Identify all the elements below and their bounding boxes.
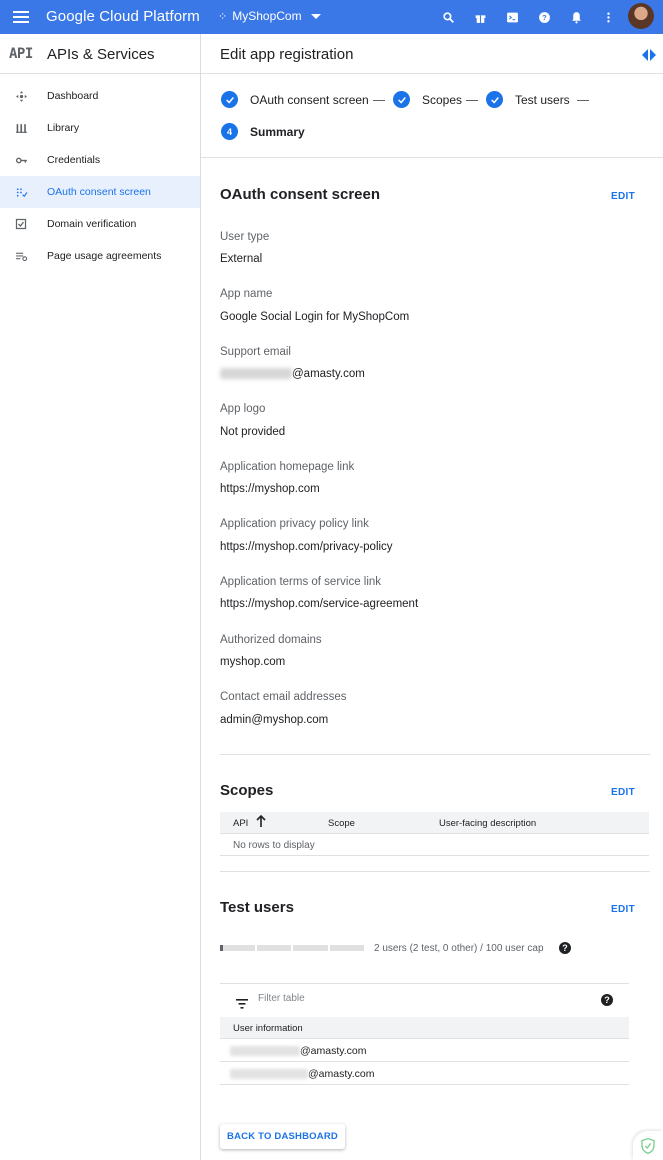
check-circle-icon [393,91,410,108]
field-label: App name [220,288,273,300]
step-connector [373,100,385,101]
step-scopes[interactable] [393,91,462,108]
sidebar-item-library[interactable] [0,112,200,144]
field-value: https://myshop.com/service-agreement [220,598,419,610]
field-label: App logo [220,403,266,415]
check-circle-icon [221,91,238,108]
section-title-test-users: Test users [220,899,294,916]
user-cap-text: 2 users (2 test, 0 other) / 100 user cap [374,943,544,954]
edit-oauth-button[interactable]: EDIT [611,191,635,202]
page-header [201,34,663,74]
field-value: myshop.com [220,656,286,668]
empty-message: No rows to display [233,840,315,851]
field-value: https://myshop.com [220,483,320,495]
checkbox-icon [14,217,28,231]
redacted-text [230,1046,300,1056]
sidebar-item-credentials[interactable] [0,144,200,176]
sidebar-header [0,34,200,74]
scopes-table [220,812,649,856]
field-label: Support email [220,346,291,358]
help-icon[interactable]: ? [559,942,571,954]
dashboard-icon [14,89,28,103]
step-summary[interactable] [221,123,305,140]
empty-row [220,834,649,856]
field-value: Google Social Login for MyShopCom [220,311,410,323]
user-cap-progress [220,945,364,951]
sidebar-item-dashboard[interactable] [0,80,200,112]
svg-text:?: ? [541,12,547,22]
field-label: Application terms of service link [220,576,382,588]
shield-check-icon[interactable] [633,1131,663,1160]
sidebar-item-page-usage-agreements[interactable] [0,240,200,272]
section-title-oauth: OAuth consent screen [220,186,381,203]
edit-test-users-button[interactable]: EDIT [611,904,635,915]
table-header [220,812,649,834]
library-icon [14,121,28,135]
step-test-users[interactable] [486,91,570,108]
field-value: External [220,253,263,265]
step-number: 4 [221,123,238,140]
column-header-description[interactable]: User-facing description [439,818,537,829]
help-icon[interactable] [535,8,553,26]
collapse-panel-icon[interactable] [642,48,656,60]
key-icon [14,153,28,167]
step-oauth-consent-screen[interactable] [221,91,369,108]
avatar[interactable] [628,3,654,29]
progress-segment [257,945,292,951]
table-header [220,1017,629,1039]
redacted-text [220,368,292,379]
project-name: MyShopCom [232,9,302,23]
top-app-bar [0,0,663,34]
project-icon: ⁘ [218,10,228,23]
sidebar-item-oauth-consent-screen[interactable] [0,176,200,208]
gift-icon[interactable] [471,8,489,26]
divider [220,871,650,872]
sidebar [0,34,201,1160]
field-label: Application homepage link [220,461,355,473]
cloud-shell-icon[interactable] [503,8,521,26]
field-value: @amasty.com [292,368,365,380]
sidebar-item-label: Page usage agreements [47,250,162,262]
step-label: Scopes [422,92,463,107]
field-label: Authorized domains [220,634,322,646]
user-email [230,1068,374,1080]
field-value: admin@myshop.com [220,714,329,726]
consent-icon [14,185,28,199]
sidebar-item-label: Credentials [47,154,101,166]
column-header-scope[interactable]: Scope [328,818,355,829]
sidebar-item-domain-verification[interactable] [0,208,200,240]
sidebar-title: APIs & Services [47,46,155,63]
sidebar-item-label: OAuth consent screen [47,186,151,198]
filter-icon[interactable] [236,996,248,1006]
sidebar-item-label: Domain verification [47,218,137,230]
field-value: https://myshop.com/privacy-policy [220,541,393,553]
filter-bar [220,983,629,1017]
filter-input[interactable] [258,993,578,1004]
step-label: Summary [250,124,305,139]
support-email-value [220,368,365,380]
edit-scopes-button[interactable]: EDIT [611,787,635,798]
step-connector [466,100,478,101]
settings-list-icon [14,249,28,263]
step-label: Test users [515,92,570,107]
redacted-text [230,1069,308,1079]
api-logo: API [9,46,33,62]
search-icon[interactable] [439,8,457,26]
progress-segment [330,945,365,951]
section-title-scopes: Scopes [220,782,274,799]
user-email-domain: @amasty.com [300,1045,367,1057]
progress-segment [293,945,328,951]
chevron-down-icon [311,14,321,19]
column-header-user-information[interactable]: User information [233,1023,303,1034]
stepper [201,74,663,158]
arrow-up-icon[interactable] [256,815,266,830]
check-circle-icon [486,91,503,108]
table-row [220,1039,629,1062]
sidebar-item-label: Library [47,122,80,134]
project-selector[interactable] [218,9,321,23]
menu-icon[interactable] [12,8,30,26]
page-title: Edit app registration [220,46,354,63]
field-value: Not provided [220,426,286,438]
field-label: Contact email addresses [220,691,347,703]
sidebar-item-label: Dashboard [47,90,99,102]
notifications-icon[interactable] [567,8,585,26]
user-email [230,1045,366,1057]
test-users-table [220,983,629,1085]
help-icon[interactable]: ? [601,994,613,1006]
column-header-api[interactable]: API [233,818,249,829]
progress-segment [220,945,255,951]
divider [220,754,650,755]
product-name[interactable]: Google Cloud Platform [46,8,200,25]
more-vert-icon[interactable] [599,8,617,26]
field-label: Application privacy policy link [220,518,369,530]
table-row [220,1062,629,1085]
field-label: User type [220,231,270,243]
user-email-domain: @amasty.com [308,1068,375,1080]
back-to-dashboard-button[interactable]: BACK TO DASHBOARD [220,1124,345,1149]
step-connector [577,100,589,101]
step-label: OAuth consent screen [250,92,369,107]
